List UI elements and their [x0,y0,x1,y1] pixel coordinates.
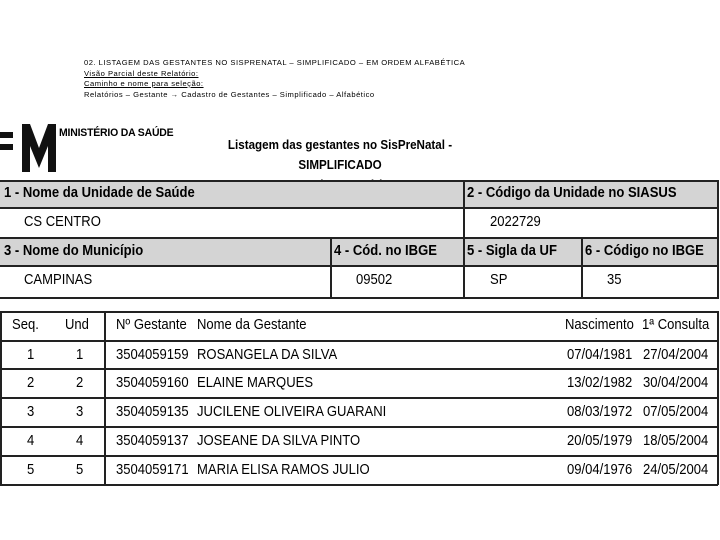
cell-und: 4 [76,433,84,449]
caption-path-label: Caminho e nome para seleção: [84,79,204,88]
col-header-seq: Seq. [12,317,39,333]
cell-num: 3504059159 [116,347,189,363]
uf-sigla: SP [490,272,508,288]
uf-header: 5 - Sigla da UF [463,238,581,265]
caption-title: 02. LISTAGEM DAS GESTANTES NO SISPRENATAL – SIMPLIFICADO – EM ORDEM ALFABÉTICA [84,58,466,67]
cell-birth: 09/04/1976 [567,462,633,478]
cell-first: 27/04/2004 [643,347,709,363]
report-title-line1: Listagem das gestantes no SisPreNatal - SIMPLIFICADO [227,138,453,172]
caption-path: Relatórios – Gestante → Cadastro de Gestantes – Simplificado – Alfabético [84,89,375,99]
cell-name: JUCILENE OLIVEIRA GUARANI [197,404,387,420]
cell-num: 3504059137 [116,433,189,449]
cell-birth: 07/04/1981 [567,347,633,363]
caption-partial-view: Visão Parcial deste Relatório: [84,68,199,78]
col-header-birth: Nascimento [565,317,634,333]
cell-name: MARIA ELISA RAMOS JULIO [197,462,370,478]
cell-seq: 5 [27,462,35,478]
municipio-name: CAMPINAS [24,272,93,288]
unit-code: 2022729 [490,214,541,230]
col-header-first-visit: 1ª Consulta [642,317,710,333]
cell-und: 2 [76,375,84,391]
col-header-name: Nome da Gestante [197,317,307,333]
uf-code-header: 6 - Código no IBGE [581,238,718,265]
report-caption [84,58,465,100]
unit-code-header: 2 - Código da Unidade no SIASUS [463,180,718,207]
cell-seq: 4 [27,433,35,449]
uf-code: 35 [607,272,622,288]
cell-num: 3504059135 [116,404,189,420]
cell-birth: 08/03/1972 [567,404,633,420]
cell-und: 1 [76,347,84,363]
col-header-und: Und [65,317,89,333]
cell-first: 30/04/2004 [643,375,709,391]
cell-und: 5 [76,462,84,478]
ibge-header: 4 - Cód. no IBGE [330,238,463,265]
municipio-header: 3 - Nome do Município [0,238,330,265]
cell-seq: 3 [27,404,35,420]
cell-name: ROSANGELA DA SILVA [197,347,338,363]
cell-birth: 13/02/1982 [567,375,633,391]
cell-num: 3504059160 [116,375,189,391]
unit-info-block [0,180,718,299]
gestantes-table [0,311,720,486]
ministry-logo [0,124,190,172]
ministry-name: MINISTÉRIO DA SAÚDE [59,127,174,139]
ibge-code: 09502 [356,272,393,288]
cell-name: ELAINE MARQUES [197,375,314,391]
cell-first: 07/05/2004 [643,404,709,420]
cell-num: 3504059171 [116,462,189,478]
cell-first: 18/05/2004 [643,433,709,449]
col-header-num: Nº Gestante [116,317,187,333]
cell-birth: 20/05/1979 [567,433,633,449]
ministerio-logo-icon [22,124,56,172]
unit-name: CS CENTRO [24,214,101,230]
cell-name: JOSEANE DA SILVA PINTO [197,433,361,449]
cell-first: 24/05/2004 [643,462,709,478]
cell-und: 3 [76,404,84,420]
unit-name-header: 1 - Nome da Unidade de Saúde [0,180,463,207]
cell-seq: 1 [27,347,35,363]
cell-seq: 2 [27,375,35,391]
